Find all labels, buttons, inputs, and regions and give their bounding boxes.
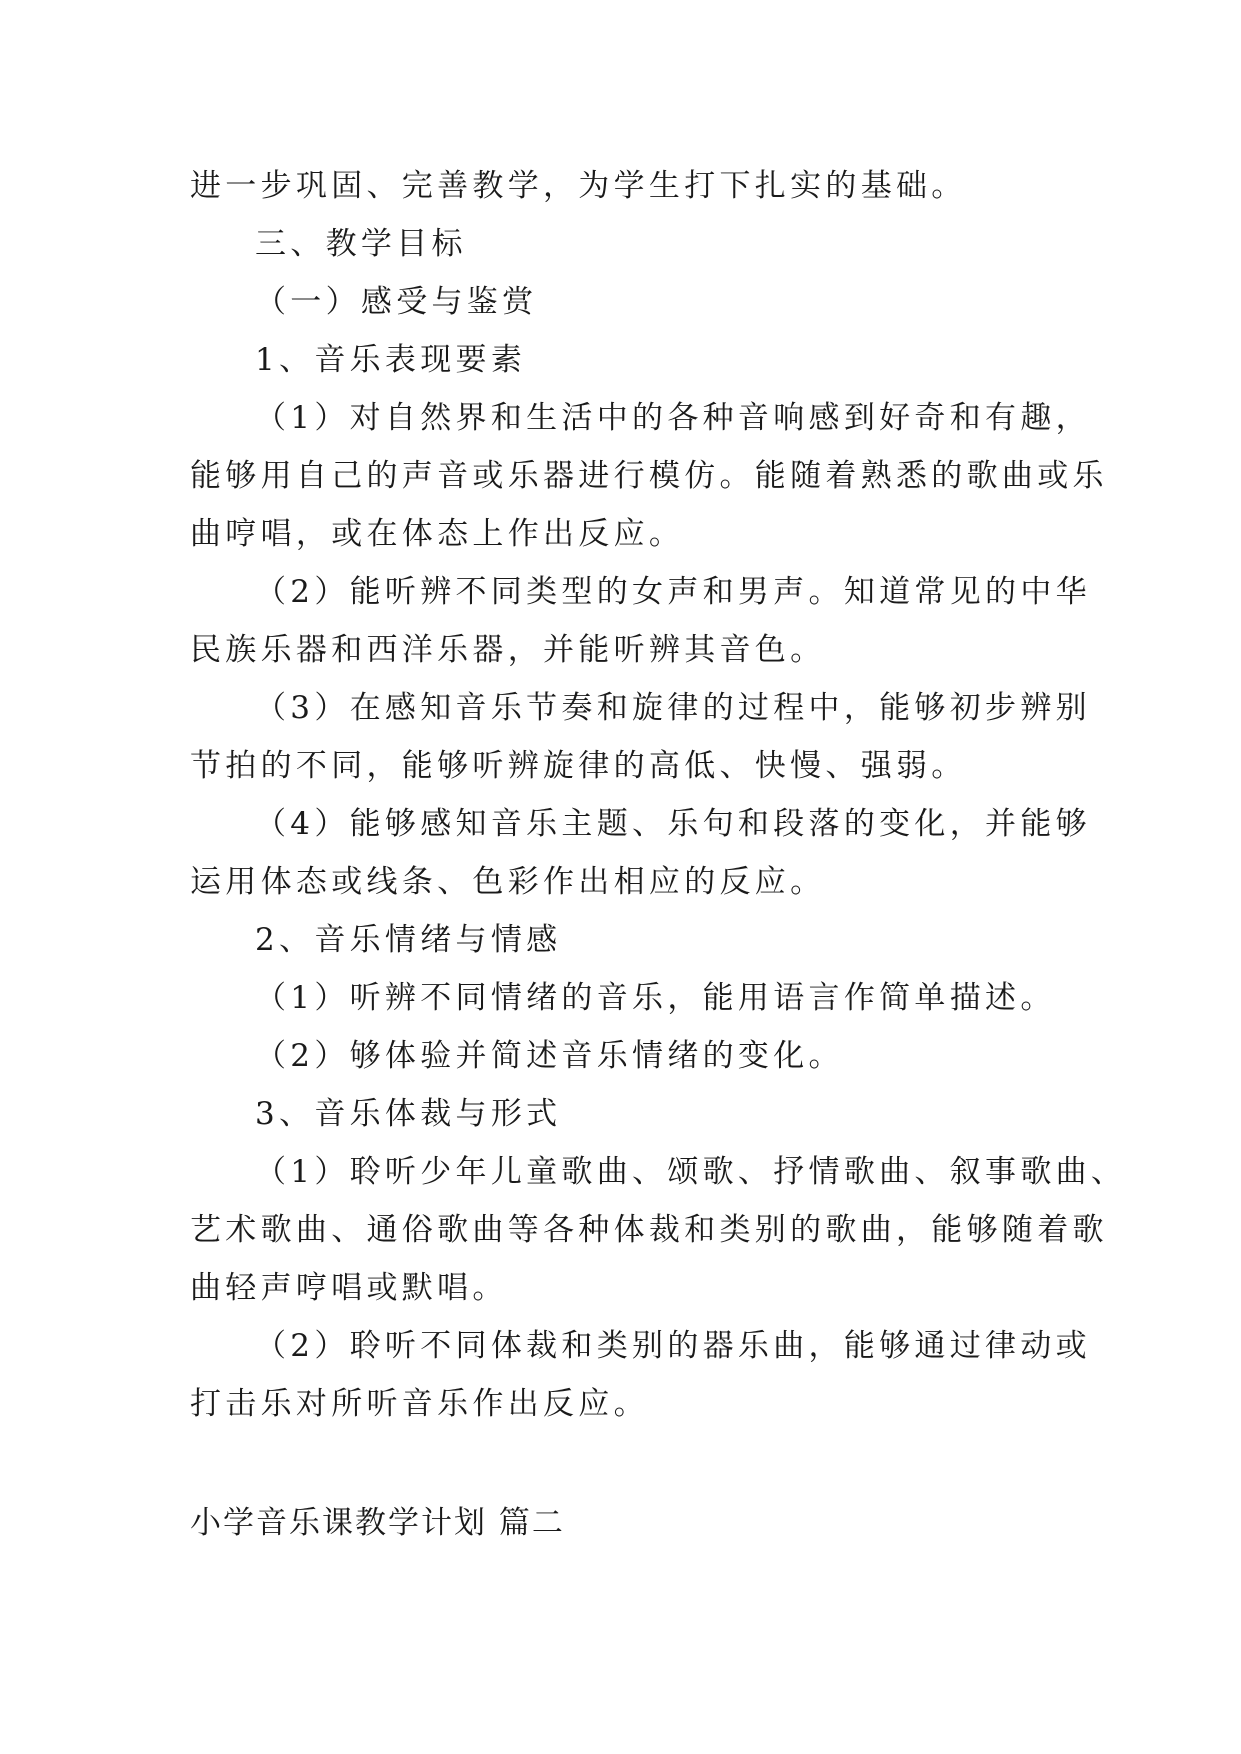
paragraph-line: 运用体态或线条、色彩作出相应的反应。 <box>190 864 826 900</box>
paragraph-line: 能够用自己的声音或乐器进行模仿。能随着熟悉的歌曲或乐 <box>190 458 1108 494</box>
paragraph-line: 打击乐对所听音乐作出反应。 <box>190 1386 649 1422</box>
item-heading: 2、音乐情绪与情感 <box>255 922 562 958</box>
paragraph-line: （4）能够感知音乐主题、乐句和段落的变化，并能够 <box>255 806 1091 842</box>
paragraph-line: （1）听辨不同情绪的音乐，能用语言作简单描述。 <box>255 980 1056 1016</box>
paragraph-line: （1）对自然界和生活中的各种音响感到好奇和有趣， <box>255 400 1091 436</box>
subsection-heading: （一）感受与鉴赏 <box>255 284 538 320</box>
paragraph-line: 艺术歌曲、通俗歌曲等各种体裁和类别的歌曲，能够随着歌 <box>190 1212 1108 1248</box>
paragraph-line: （1）聆听少年儿童歌曲、颂歌、抒情歌曲、叙事歌曲、 <box>255 1154 1127 1190</box>
paragraph-line: 节拍的不同，能够听辨旋律的高低、快慢、强弱。 <box>190 748 967 784</box>
paragraph-line: （3）在感知音乐节奏和旋律的过程中，能够初步辨别 <box>255 690 1091 726</box>
paragraph-line: 曲轻声哼唱或默唱。 <box>190 1270 508 1306</box>
paragraph-line: 曲哼唱，或在体态上作出反应。 <box>190 516 685 552</box>
section-title: 小学音乐课教学计划 篇二 <box>190 1505 565 1541</box>
section-heading-objectives: 三、教学目标 <box>255 226 467 262</box>
item-heading: 1、音乐表现要素 <box>255 342 527 378</box>
paragraph-line: （2）能听辨不同类型的女声和男声。知道常见的中华 <box>255 574 1091 610</box>
paragraph-line: （2）聆听不同体裁和类别的器乐曲，能够通过律动或 <box>255 1328 1091 1364</box>
paragraph-line: （2）够体验并简述音乐情绪的变化。 <box>255 1038 844 1074</box>
paragraph-line: 进一步巩固、完善教学，为学生打下扎实的基础。 <box>190 168 967 204</box>
item-heading: 3、音乐体裁与形式 <box>255 1096 562 1132</box>
paragraph-line: 民族乐器和西洋乐器，并能听辨其音色。 <box>190 632 826 668</box>
